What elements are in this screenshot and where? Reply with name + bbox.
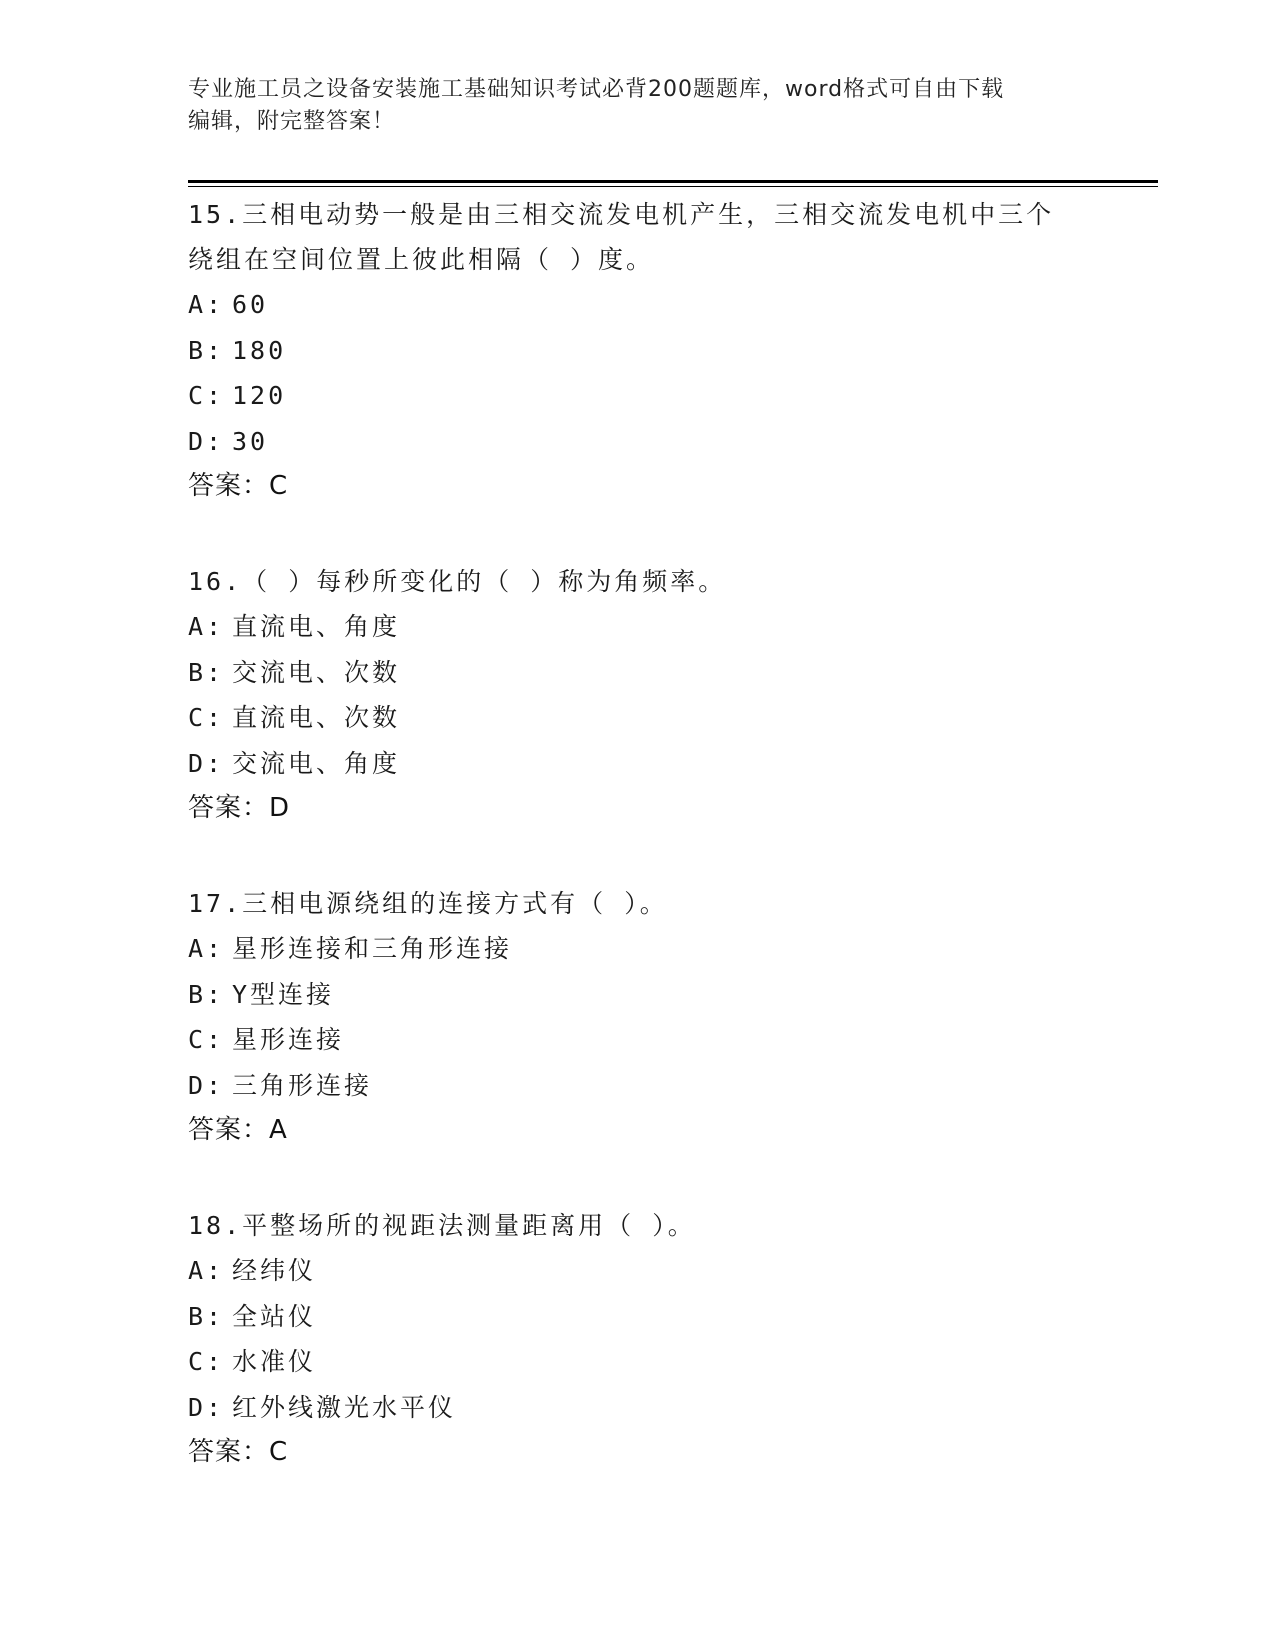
option-text: 直流电、角度 [232, 612, 401, 641]
option-b [188, 1294, 1088, 1340]
option-text: 60 [232, 290, 269, 319]
header-title-line-1: 专业施工员之设备安装施工基础知识考试必背200题题库，word格式可自由下载 [188, 77, 1005, 102]
question-list [188, 192, 1088, 1525]
option-text: 直流电、次数 [232, 703, 401, 732]
option-a [188, 604, 1088, 650]
option-a [188, 926, 1088, 972]
option-letter: C: [188, 1025, 225, 1054]
option-d [188, 741, 1088, 787]
option-c [188, 1339, 1088, 1385]
question-stem: 15.三相电动势一般是由三相交流发电机产生，三相交流发电机中三个 [188, 200, 1055, 229]
header-rule-thick [188, 180, 1158, 183]
option-letter: D: [188, 1070, 225, 1100]
option-b [188, 972, 1088, 1018]
option-b [188, 650, 1088, 696]
option-letter: A: [188, 290, 225, 319]
question-stem: 17.三相电源绕组的连接方式有（ ）。 [188, 889, 668, 918]
option-text: 星形连接和三角形连接 [232, 934, 513, 963]
option-d [188, 1385, 1088, 1431]
option-text: 180 [232, 335, 287, 365]
option-letter: D: [188, 426, 225, 456]
option-letter: B: [188, 1301, 225, 1331]
option-text: 经纬仪 [232, 1256, 317, 1285]
question-stem-continued: 绕组在空间位置上彼此相隔（ ）度。 [188, 245, 655, 274]
option-text: 120 [232, 381, 287, 410]
question-stem: 16.（ ）每秒所变化的（ ）称为角频率。 [188, 567, 727, 596]
option-letter: C: [188, 1347, 225, 1376]
option-a [188, 1248, 1088, 1294]
option-letter: D: [188, 1392, 225, 1422]
option-letter: D: [188, 748, 225, 778]
option-letter: B: [188, 335, 225, 365]
answer-line: 答案：D [188, 793, 291, 823]
header-title-line-2: 编辑，附完整答案！ [188, 109, 396, 134]
option-text: 30 [232, 426, 269, 456]
question-16 [188, 559, 1088, 831]
question-18 [188, 1203, 1088, 1475]
option-letter: C: [188, 381, 225, 410]
document-header [188, 74, 1068, 138]
option-letter: B: [188, 657, 225, 687]
option-a [188, 282, 1088, 328]
option-text: 红外线激光水平仪 [232, 1392, 457, 1422]
option-text: Y型连接 [232, 979, 335, 1009]
question-17 [188, 881, 1088, 1153]
option-text: 交流电、角度 [232, 748, 401, 778]
option-d [188, 419, 1088, 465]
option-letter: B: [188, 979, 225, 1009]
answer-line: 答案：A [188, 1115, 288, 1145]
option-letter: C: [188, 703, 225, 732]
option-letter: A: [188, 1256, 225, 1285]
answer-line: 答案：C [188, 1437, 289, 1467]
question-15 [188, 192, 1088, 509]
answer-line: 答案：C [188, 471, 289, 501]
option-text: 三角形连接 [232, 1070, 373, 1100]
option-letter: A: [188, 934, 225, 963]
option-text: 全站仪 [232, 1301, 317, 1331]
option-c [188, 1017, 1088, 1063]
option-text: 水准仪 [232, 1347, 317, 1376]
option-b [188, 328, 1088, 374]
option-c [188, 373, 1088, 419]
option-text: 交流电、次数 [232, 657, 401, 687]
option-c [188, 695, 1088, 741]
header-rule-thin [188, 186, 1158, 187]
option-d [188, 1063, 1088, 1109]
question-stem: 18.平整场所的视距法测量距离用（ ）。 [188, 1211, 696, 1240]
option-letter: A: [188, 612, 225, 641]
option-text: 星形连接 [232, 1025, 345, 1054]
